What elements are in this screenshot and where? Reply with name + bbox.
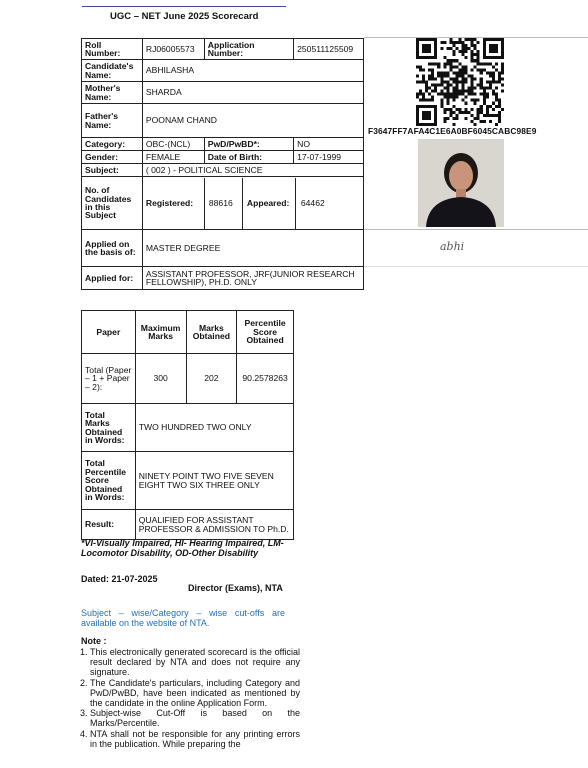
right-column-rule-3 [364,266,588,267]
page-title: UGC – NET June 2025 Scorecard [110,11,259,22]
list-item: 4. NTA shall not be responsible for any printing errors in the publication. While preparing the [90,729,300,749]
candidate-photo [418,139,504,227]
candidate-name-label: Candidate's Name: [82,60,143,82]
obtained-marks-value: 202 [186,354,237,404]
col-percentile-header: Percentile Score Obtained [237,311,294,354]
application-number-label: Application Number: [204,39,293,60]
pwd-label: PwD/PwBD*: [204,138,293,151]
pwd-value: NO [294,138,364,151]
cutoff-link[interactable]: Subject – wise/Category – wise cut-offs are available on the website of NTA. [81,608,285,628]
gender-label: Gender: [82,151,143,164]
notes-list [75,647,300,749]
marks-words-label: Total Marks Obtained in Words: [82,404,136,452]
result-value: QUALIFIED FOR ASSISTANT PROFESSOR & ADMISSION TO Ph.D. [135,510,293,540]
header-rule [82,6,286,7]
list-item: 2. The Candidate's particulars, including Category and PwD/PwBD, have been indicated as mentioned by the candidate in the online Application Form. [90,678,300,709]
total-label: Total (Paper – 1 + Paper – 2): [82,354,136,404]
list-item: 3. Subject-wise Cut-Off is based on the Marks/Percentile. [90,708,300,728]
qr-code-icon [416,38,504,126]
col-paper-header: Paper [82,311,136,354]
applied-basis-label: Applied on the basis of: [82,230,143,267]
applied-basis-value: MASTER DEGREE [142,230,363,267]
list-item: 1. This electronically generated scorecard is the official result declared by NTA and does not require any signature. [90,647,300,678]
candidate-name-value: ABHILASHA [142,60,363,82]
signature-icon: abhi [440,240,465,253]
note-heading: Note : [81,636,107,646]
category-label: Category: [82,138,143,151]
roll-number-value: RJ06005573 [142,39,204,60]
application-number-value: 250511125509 [294,39,364,60]
candidates-count-label: No. of Candidates in this Subject [82,177,143,230]
dated-text: Dated: 21-07-2025 [81,574,158,584]
appeared-label: Appeared: [242,178,295,229]
subject-value: ( 002 ) - POLITICAL SCIENCE [142,164,363,177]
registered-label: Registered: [145,197,194,208]
candidate-details-table [81,38,364,290]
subject-label: Subject: [82,164,143,177]
col-obtained-header: Marks Obtained [186,311,237,354]
max-marks-value: 300 [135,354,186,404]
registered-value: 88616 [204,178,242,229]
dob-value: 17-07-1999 [294,151,364,164]
percentile-words-label: Total Percentile Score Obtained in Words: [82,452,136,510]
right-column-rule-2 [364,229,588,230]
roll-number-label: Roll Number: [82,39,143,60]
gender-value: FEMALE [142,151,204,164]
applied-for-value: ASSISTANT PROFESSOR, JRF(JUNIOR RESEARCH FELLOWSHIP), PH.D. ONLY [142,267,363,290]
father-name-label: Father's Name: [82,104,143,138]
disability-note: *VI-Visually Impaired, HI- Hearing Impaired, LM-Locomotor Disability, OD-Other Disability [81,538,284,558]
director-text: Director (Exams), NTA [188,583,283,593]
marks-words-value: TWO HUNDRED TWO ONLY [135,404,293,452]
dob-label: Date of Birth: [204,151,293,164]
qr-code-text: F3647FF7AFA4C1E6A0BF6045CABC98E9 [368,126,537,136]
col-max-header: Maximum Marks [135,311,186,354]
candidates-count-cell [142,177,363,230]
mother-name-label: Mother's Name: [82,82,143,104]
applied-for-label: Applied for: [82,267,143,290]
appeared-value: 64462 [295,178,363,229]
result-label: Result: [82,510,136,540]
father-name-value: POONAM CHAND [142,104,363,138]
scores-table [81,310,294,540]
percentile-value: 90.2578263 [237,354,294,404]
mother-name-value: SHARDA [142,82,363,104]
percentile-words-value: NINETY POINT TWO FIVE SEVEN EIGHT TWO SIX THREE ONLY [135,452,293,510]
category-value: OBC-(NCL) [142,138,204,151]
